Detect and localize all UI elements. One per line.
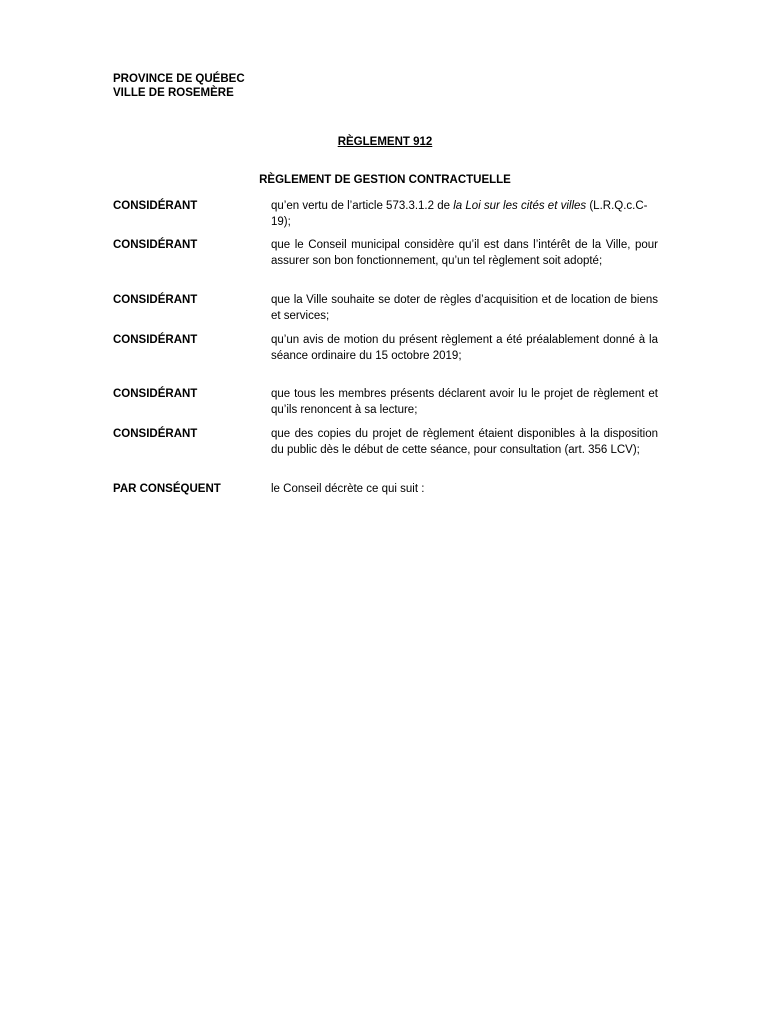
clause-label: CONSIDÉRANT: [113, 334, 198, 346]
clause-label: CONSIDÉRANT: [113, 200, 198, 212]
bylaw-subtitle: RÈGLEMENT DE GESTION CONTRACTUELLE: [259, 174, 511, 186]
clause-text: [271, 199, 658, 230]
clause-text: le Conseil décrète ce qui suit :: [271, 483, 425, 495]
law-title: la Loi sur les cités et villes: [453, 200, 587, 212]
clause-label: CONSIDÉRANT: [113, 388, 198, 400]
clause-label: CONSIDÉRANT: [113, 239, 198, 251]
clause-text: que des copies du projet de règlement étaient disponibles à la disposition du public dès le début de cette séance, pour consultation (art. 356 LCV);: [271, 428, 658, 456]
clause-label: CONSIDÉRANT: [113, 294, 198, 306]
clause-text-part: qu’en vertu de l’article 573.3.1.2 de: [271, 200, 454, 212]
bylaw-title: RÈGLEMENT 912: [337, 136, 433, 148]
clause-label: PAR CONSÉQUENT: [113, 483, 221, 495]
clause-text: que tous les membres présents déclarent avoir lu le projet de règlement et qu’ils renoncent à sa lecture;: [271, 388, 658, 416]
clause-text: que la Ville souhaite se doter de règles d’acquisition et de location de biens et services;: [271, 294, 658, 322]
header-province: PROVINCE DE QUÉBEC: [113, 73, 245, 85]
clause-text-part: (L.R.Q.c.C-19);: [271, 200, 648, 228]
document-header: [113, 72, 245, 100]
header-city: VILLE DE ROSEMÈRE: [113, 87, 234, 99]
clause-text: qu’un avis de motion du présent règlement a été préalablement donné à la séance ordinaire du 15 octobre 2019;: [271, 334, 658, 362]
clause-text: que le Conseil municipal considère qu’il est dans l’intérêt de la Ville, pour assurer son bon fonctionnement, qu’un tel règlement soit adopté;: [271, 239, 658, 267]
clause-label: CONSIDÉRANT: [113, 428, 198, 440]
